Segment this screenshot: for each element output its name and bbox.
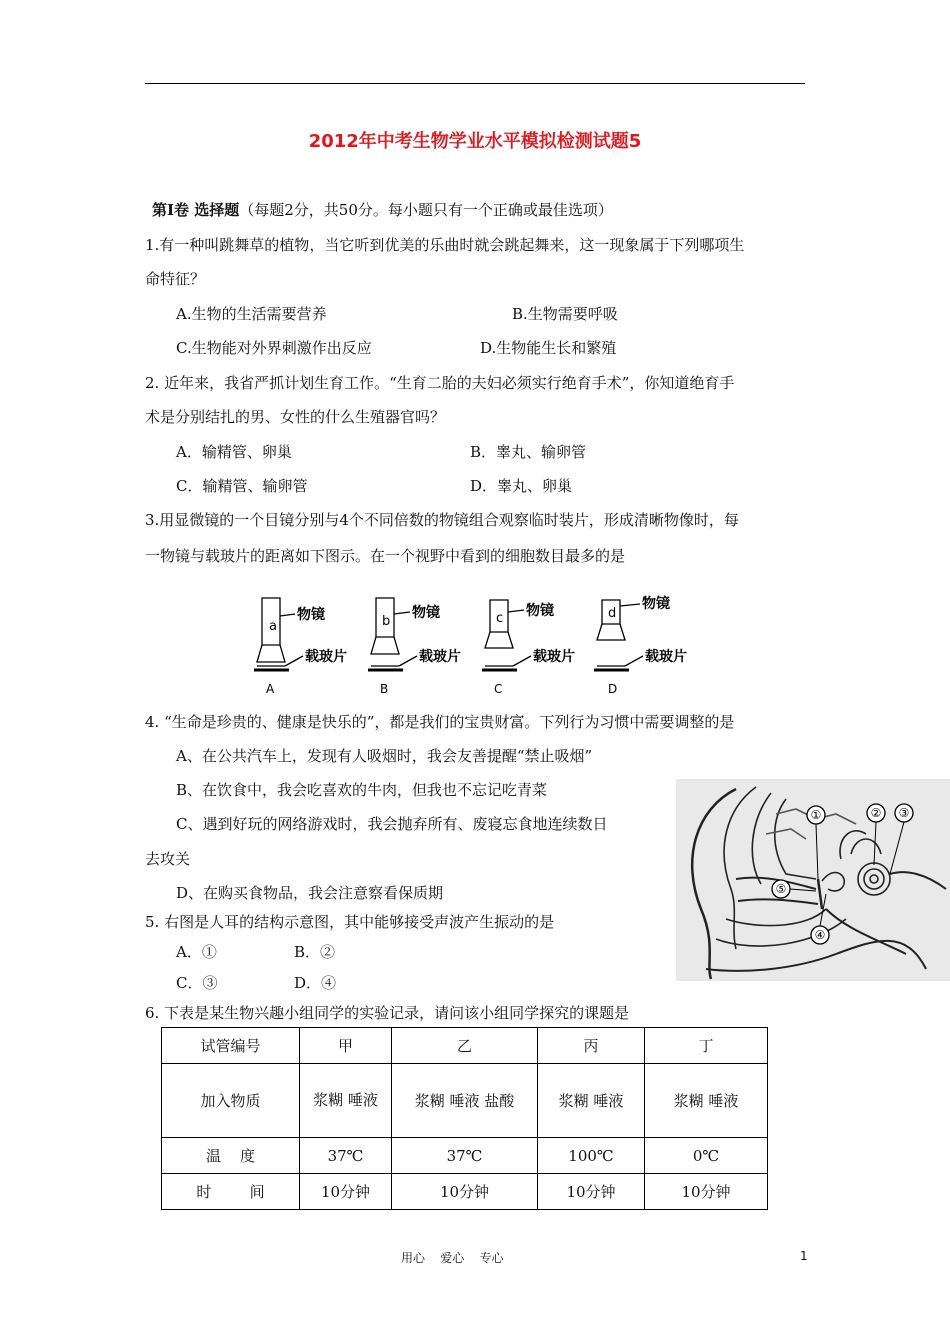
- objective-d: [594, 595, 687, 696]
- q2-option-b: B．睾丸、输卵管: [470, 443, 587, 461]
- ear-label-5: ⑤: [775, 882, 787, 896]
- table-row: [162, 1138, 768, 1174]
- table-cell: 10分钟: [300, 1174, 392, 1210]
- section-note: （每题2分，共50分。每小题只有一个正确或最佳选项）: [239, 201, 613, 219]
- q2-stem-line1: 2. 近年来，我省严抓计划生育工作。“生育二胎的夫妇必须实行绝育手术”，你知道绝育手: [145, 374, 735, 392]
- slide-label-a: 载玻片: [305, 649, 347, 665]
- q3-stem-line1: 3.用显微镜的一个目镜分别与4个不同倍数的物镜组合观察临时装片，形成清晰物像时，每: [145, 511, 739, 529]
- header-rule: [145, 83, 805, 84]
- q2-stem-line2: 术是分别结扎的男、女性的什么生殖器官吗？: [145, 408, 446, 426]
- objective-a: [254, 598, 347, 696]
- objective-label-a: 物镜: [297, 607, 325, 623]
- q5-option-b: B．②: [294, 943, 336, 961]
- option-letter-a: A: [266, 682, 275, 696]
- table-cell: 37℃: [392, 1138, 538, 1174]
- lens-letter-d: d: [608, 606, 617, 621]
- page-title: 2012年中考生物学业水平模拟检测试题5: [308, 131, 642, 152]
- objective-label-b: 物镜: [412, 605, 440, 621]
- table-cell: 100℃: [538, 1138, 645, 1174]
- table-cell: 0℃: [645, 1138, 768, 1174]
- table-cell: 试管编号: [162, 1028, 300, 1064]
- slide-label-d: 载玻片: [645, 649, 687, 665]
- q1-option-a: A.生物的生活需要营养: [176, 305, 327, 323]
- objective-label-d: 物镜: [642, 596, 670, 612]
- ear-label-3: ③: [898, 806, 910, 820]
- lens-letter-c: c: [496, 611, 504, 626]
- table-cell: 浆糊 唾液 盐酸: [392, 1064, 538, 1138]
- q4-option-c-line2: 去攻关: [145, 850, 191, 868]
- objective-c: [482, 600, 575, 696]
- table-cell: 时 间: [162, 1174, 300, 1210]
- footer-motto: 用心 爱心 专心: [401, 1251, 504, 1265]
- experiment-table: [161, 1027, 768, 1210]
- option-letter-c: C: [494, 682, 503, 696]
- table-cell: 甲: [300, 1028, 392, 1064]
- objective-b: [368, 598, 461, 696]
- option-letter-d: D: [608, 682, 618, 696]
- q5-option-d: D．④: [294, 974, 337, 992]
- q1-option-c: C.生物能对外界刺激作出反应: [176, 339, 372, 357]
- ear-structure-figure: [676, 779, 950, 981]
- table-cell: 10分钟: [538, 1174, 645, 1210]
- q1-option-b: B.生物需要呼吸: [512, 305, 618, 323]
- table-cell: 37℃: [300, 1138, 392, 1174]
- q6-stem: 6. 下表是某生物兴趣小组同学的实验记录，请问该小组同学探究的课题是: [145, 1004, 630, 1022]
- q3-stem-line2: 一物镜与载玻片的距离如下图示。在一个视野中看到的细胞数目最多的是: [145, 547, 626, 565]
- section-heading-line: [152, 199, 613, 220]
- page-number: 1: [800, 1249, 808, 1263]
- lens-letter-a: a: [269, 619, 277, 634]
- q5-stem: 5. 右图是人耳的结构示意图，其中能够接受声波产生振动的是: [145, 913, 555, 931]
- q4-stem: 4. “生命是珍贵的、健康是快乐的”，都是我们的宝贵财富。下列行为习惯中需要调整的是: [145, 713, 735, 731]
- table-cell: 浆糊 唾液: [300, 1064, 392, 1138]
- ear-label-1: ①: [810, 808, 822, 822]
- ear-label-2: ②: [870, 806, 882, 820]
- q1-option-d: D.生物能生长和繁殖: [480, 339, 617, 357]
- table-cell: 浆糊 唾液: [538, 1064, 645, 1138]
- q2-option-a: A．输精管、卵巢: [176, 443, 292, 461]
- q4-option-d: D、在购买食物品，我会注意察看保质期: [176, 884, 444, 902]
- section-heading: 第Ⅰ卷 选择题: [152, 201, 240, 219]
- q5-option-a: A．①: [176, 943, 217, 961]
- q4-option-b: B、在饮食中，我会吃喜欢的牛肉，但我也不忘记吃青菜: [176, 781, 548, 799]
- table-cell: 10分钟: [392, 1174, 538, 1210]
- q2-option-c: C．输精管、输卵管: [176, 477, 308, 495]
- table-cell: 浆糊 唾液: [645, 1064, 768, 1138]
- slide-label-c: 载玻片: [533, 649, 575, 665]
- q2-option-d: D．睾丸、卵巢: [470, 477, 573, 495]
- q1-stem-line1: 1.有一种叫跳舞草的植物，当它听到优美的乐曲时就会跳起舞来，这一现象属于下列哪项生: [145, 236, 745, 254]
- table-cell: 丁: [645, 1028, 768, 1064]
- table-row: [162, 1064, 768, 1138]
- q5-option-c: C．③: [176, 974, 218, 992]
- lens-letter-b: b: [382, 614, 391, 629]
- objective-label-c: 物镜: [526, 603, 554, 619]
- table-row: [162, 1174, 768, 1210]
- q4-option-c-line1: C、遇到好玩的网络游戏时，我会抛弃所有、废寝忘食地连续数日: [176, 815, 608, 833]
- microscope-objectives-figure: [245, 590, 705, 705]
- table-cell: 乙: [392, 1028, 538, 1064]
- slide-label-b: 载玻片: [419, 649, 461, 665]
- table-cell: 温 度: [162, 1138, 300, 1174]
- table-cell: 10分钟: [645, 1174, 768, 1210]
- table-cell: 加入物质: [162, 1064, 300, 1138]
- table-cell: 丙: [538, 1028, 645, 1064]
- ear-label-4: ④: [814, 928, 826, 942]
- option-letter-b: B: [380, 682, 389, 696]
- q1-stem-line2: 命特征？: [145, 270, 206, 288]
- q4-option-a: A、在公共汽车上，发现有人吸烟时，我会友善提醒“禁止吸烟”: [176, 747, 593, 765]
- table-row: [162, 1028, 768, 1064]
